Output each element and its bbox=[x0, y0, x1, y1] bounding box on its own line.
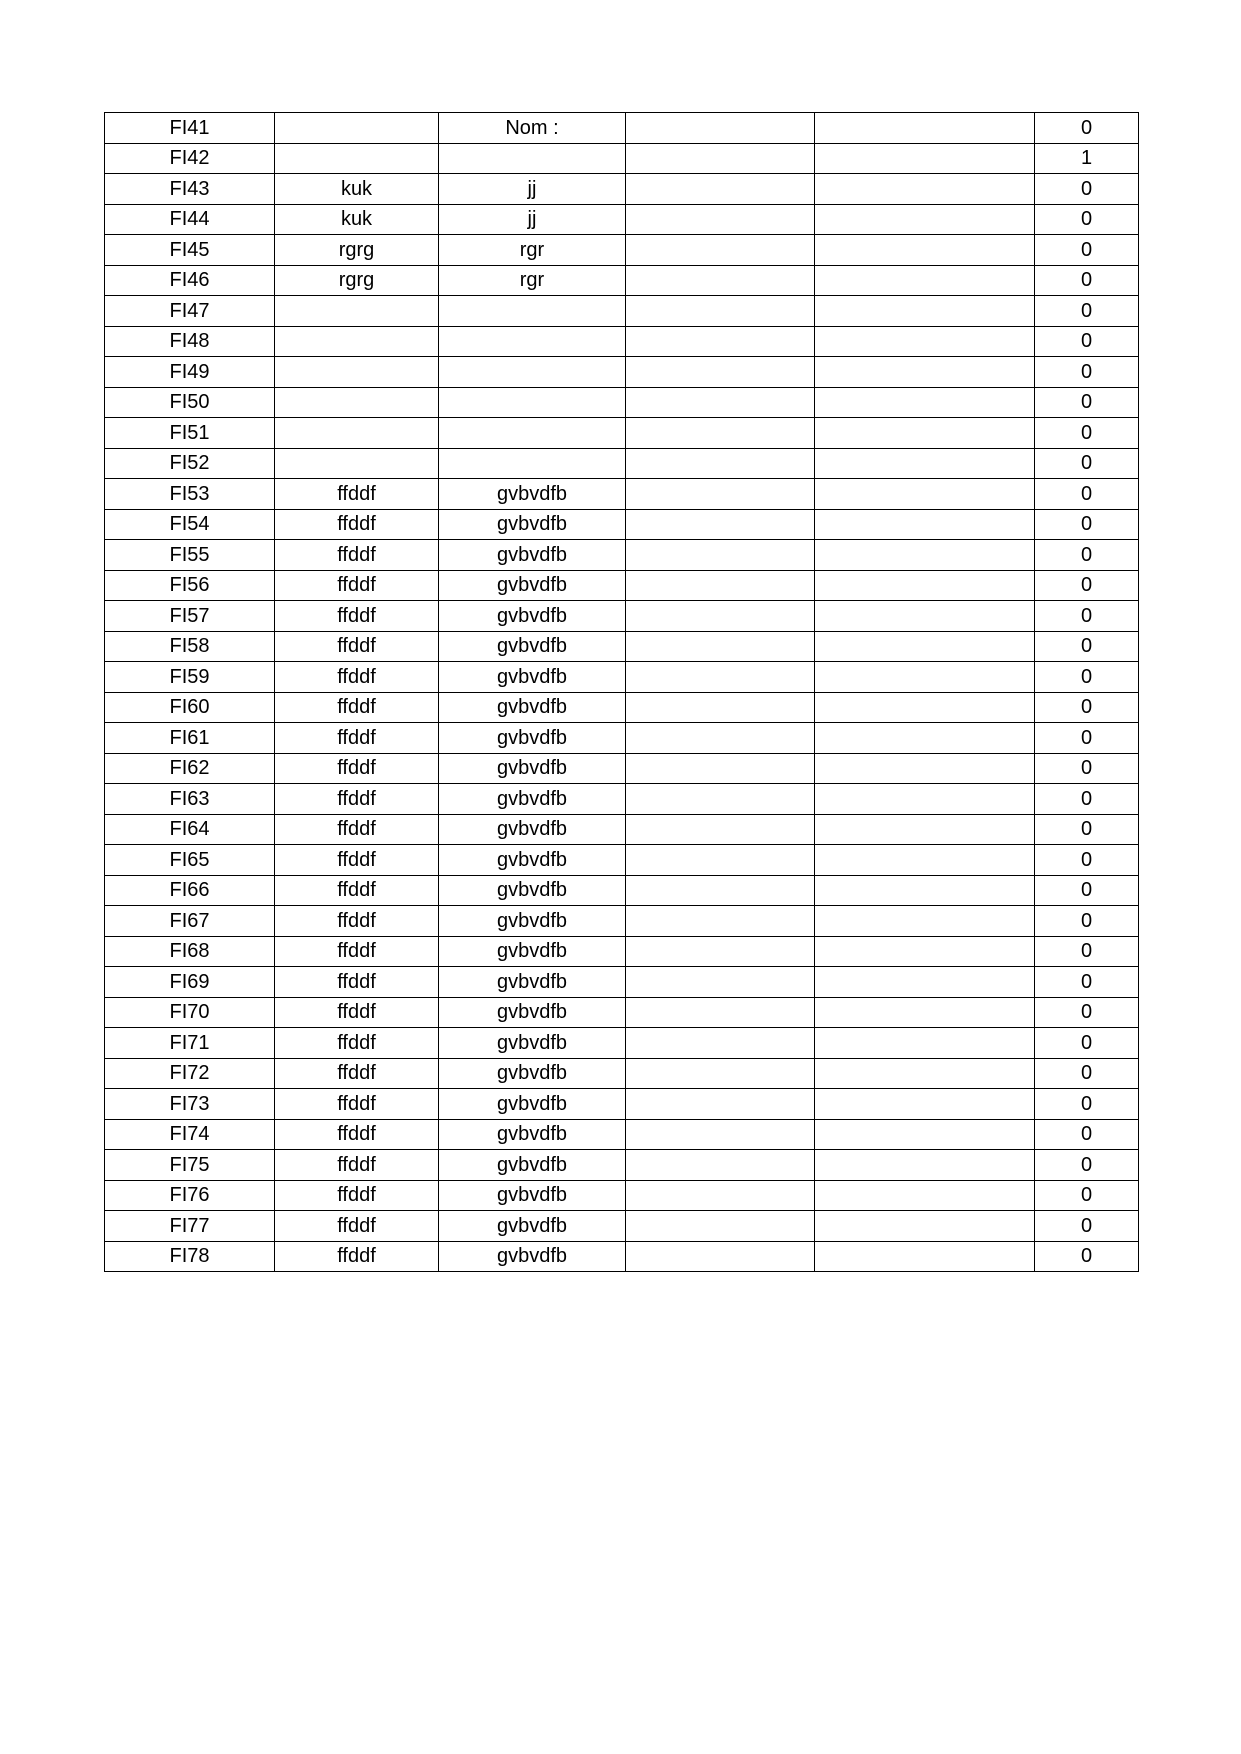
value-cell: 0 bbox=[1035, 418, 1139, 449]
col3-cell: gvbvdfb bbox=[439, 906, 626, 937]
col2-cell: ffddf bbox=[275, 662, 439, 693]
table-row bbox=[105, 662, 1139, 693]
col3-cell: gvbvdfb bbox=[439, 1211, 626, 1242]
table-row bbox=[105, 753, 1139, 784]
col4-cell bbox=[626, 1211, 815, 1242]
col3-cell: rgr bbox=[439, 235, 626, 266]
col5-cell bbox=[815, 814, 1035, 845]
col2-cell bbox=[275, 357, 439, 388]
table-row bbox=[105, 906, 1139, 937]
col4-cell bbox=[626, 1241, 815, 1272]
col2-cell: ffddf bbox=[275, 1028, 439, 1059]
col2-cell: ffddf bbox=[275, 1211, 439, 1242]
value-cell: 0 bbox=[1035, 1211, 1139, 1242]
col3-cell: gvbvdfb bbox=[439, 814, 626, 845]
col4-cell bbox=[626, 235, 815, 266]
col5-cell bbox=[815, 784, 1035, 815]
table-body bbox=[105, 113, 1139, 1272]
col5-cell bbox=[815, 967, 1035, 998]
col3-cell bbox=[439, 326, 626, 357]
col3-cell: gvbvdfb bbox=[439, 662, 626, 693]
col4-cell bbox=[626, 1119, 815, 1150]
value-cell: 0 bbox=[1035, 540, 1139, 571]
table-row bbox=[105, 570, 1139, 601]
col3-cell: Nom : bbox=[439, 113, 626, 144]
value-cell: 0 bbox=[1035, 1089, 1139, 1120]
col3-cell: gvbvdfb bbox=[439, 1150, 626, 1181]
col5-cell bbox=[815, 631, 1035, 662]
table-row bbox=[105, 296, 1139, 327]
col4-cell bbox=[626, 570, 815, 601]
col5-cell bbox=[815, 204, 1035, 235]
col4-cell bbox=[626, 753, 815, 784]
col2-cell: ffddf bbox=[275, 1119, 439, 1150]
table-row bbox=[105, 875, 1139, 906]
col4-cell bbox=[626, 509, 815, 540]
value-cell: 0 bbox=[1035, 845, 1139, 876]
col3-cell bbox=[439, 143, 626, 174]
col4-cell bbox=[626, 997, 815, 1028]
id-cell: FI52 bbox=[105, 448, 275, 479]
table-row bbox=[105, 936, 1139, 967]
col3-cell bbox=[439, 357, 626, 388]
col5-cell bbox=[815, 1089, 1035, 1120]
col5-cell bbox=[815, 906, 1035, 937]
col4-cell bbox=[626, 1180, 815, 1211]
col5-cell bbox=[815, 601, 1035, 632]
col5-cell bbox=[815, 174, 1035, 205]
col5-cell bbox=[815, 1211, 1035, 1242]
id-cell: FI44 bbox=[105, 204, 275, 235]
value-cell: 0 bbox=[1035, 1180, 1139, 1211]
id-cell: FI60 bbox=[105, 692, 275, 723]
id-cell: FI71 bbox=[105, 1028, 275, 1059]
col5-cell bbox=[815, 1150, 1035, 1181]
value-cell: 0 bbox=[1035, 448, 1139, 479]
value-cell: 0 bbox=[1035, 113, 1139, 144]
col3-cell bbox=[439, 448, 626, 479]
id-cell: FI47 bbox=[105, 296, 275, 327]
col4-cell bbox=[626, 1058, 815, 1089]
col4-cell bbox=[626, 845, 815, 876]
table-row bbox=[105, 204, 1139, 235]
col4-cell bbox=[626, 1028, 815, 1059]
col3-cell: gvbvdfb bbox=[439, 601, 626, 632]
col2-cell: rgrg bbox=[275, 265, 439, 296]
col4-cell bbox=[626, 387, 815, 418]
id-cell: FI76 bbox=[105, 1180, 275, 1211]
col2-cell: ffddf bbox=[275, 631, 439, 662]
table-row bbox=[105, 784, 1139, 815]
id-cell: FI50 bbox=[105, 387, 275, 418]
col4-cell bbox=[626, 906, 815, 937]
col2-cell: ffddf bbox=[275, 814, 439, 845]
col4-cell bbox=[626, 418, 815, 449]
col4-cell bbox=[626, 113, 815, 144]
id-cell: FI53 bbox=[105, 479, 275, 510]
table-row bbox=[105, 967, 1139, 998]
col2-cell: ffddf bbox=[275, 753, 439, 784]
col5-cell bbox=[815, 875, 1035, 906]
col3-cell: jj bbox=[439, 204, 626, 235]
col2-cell: ffddf bbox=[275, 784, 439, 815]
col3-cell bbox=[439, 296, 626, 327]
col3-cell: gvbvdfb bbox=[439, 1180, 626, 1211]
value-cell: 0 bbox=[1035, 1150, 1139, 1181]
value-cell: 0 bbox=[1035, 906, 1139, 937]
value-cell: 0 bbox=[1035, 967, 1139, 998]
col3-cell: gvbvdfb bbox=[439, 936, 626, 967]
table-row bbox=[105, 1211, 1139, 1242]
col4-cell bbox=[626, 875, 815, 906]
col3-cell: gvbvdfb bbox=[439, 1119, 626, 1150]
id-cell: FI77 bbox=[105, 1211, 275, 1242]
col2-cell bbox=[275, 143, 439, 174]
col3-cell: gvbvdfb bbox=[439, 753, 626, 784]
col5-cell bbox=[815, 692, 1035, 723]
col5-cell bbox=[815, 448, 1035, 479]
col2-cell: ffddf bbox=[275, 1241, 439, 1272]
col2-cell: ffddf bbox=[275, 540, 439, 571]
col2-cell: ffddf bbox=[275, 967, 439, 998]
table-row bbox=[105, 387, 1139, 418]
table-row bbox=[105, 479, 1139, 510]
table-row bbox=[105, 997, 1139, 1028]
table-row bbox=[105, 1089, 1139, 1120]
col5-cell bbox=[815, 326, 1035, 357]
col3-cell bbox=[439, 387, 626, 418]
table-row bbox=[105, 1119, 1139, 1150]
col4-cell bbox=[626, 296, 815, 327]
value-cell: 0 bbox=[1035, 662, 1139, 693]
col2-cell: ffddf bbox=[275, 479, 439, 510]
value-cell: 0 bbox=[1035, 814, 1139, 845]
col4-cell bbox=[626, 723, 815, 754]
col4-cell bbox=[626, 601, 815, 632]
value-cell: 0 bbox=[1035, 631, 1139, 662]
id-cell: FI62 bbox=[105, 753, 275, 784]
col5-cell bbox=[815, 1119, 1035, 1150]
table-row bbox=[105, 814, 1139, 845]
col4-cell bbox=[626, 814, 815, 845]
table-row bbox=[105, 448, 1139, 479]
col2-cell bbox=[275, 418, 439, 449]
col5-cell bbox=[815, 723, 1035, 754]
col2-cell: ffddf bbox=[275, 601, 439, 632]
col3-cell: gvbvdfb bbox=[439, 723, 626, 754]
table-row bbox=[105, 1028, 1139, 1059]
table-row bbox=[105, 509, 1139, 540]
table-row bbox=[105, 235, 1139, 266]
col5-cell bbox=[815, 845, 1035, 876]
col4-cell bbox=[626, 540, 815, 571]
col3-cell: gvbvdfb bbox=[439, 1028, 626, 1059]
col2-cell bbox=[275, 113, 439, 144]
col3-cell: rgr bbox=[439, 265, 626, 296]
value-cell: 0 bbox=[1035, 936, 1139, 967]
col4-cell bbox=[626, 174, 815, 205]
col4-cell bbox=[626, 692, 815, 723]
col2-cell: ffddf bbox=[275, 875, 439, 906]
id-cell: FI61 bbox=[105, 723, 275, 754]
value-cell: 0 bbox=[1035, 1058, 1139, 1089]
table-row bbox=[105, 540, 1139, 571]
value-cell: 0 bbox=[1035, 601, 1139, 632]
col3-cell: gvbvdfb bbox=[439, 784, 626, 815]
col3-cell: gvbvdfb bbox=[439, 570, 626, 601]
value-cell: 0 bbox=[1035, 784, 1139, 815]
id-cell: FI65 bbox=[105, 845, 275, 876]
id-cell: FI68 bbox=[105, 936, 275, 967]
table-row bbox=[105, 631, 1139, 662]
value-cell: 0 bbox=[1035, 174, 1139, 205]
id-cell: FI56 bbox=[105, 570, 275, 601]
value-cell: 0 bbox=[1035, 1028, 1139, 1059]
id-cell: FI63 bbox=[105, 784, 275, 815]
col5-cell bbox=[815, 753, 1035, 784]
col2-cell: kuk bbox=[275, 174, 439, 205]
id-cell: FI46 bbox=[105, 265, 275, 296]
id-cell: FI69 bbox=[105, 967, 275, 998]
value-cell: 0 bbox=[1035, 387, 1139, 418]
id-cell: FI45 bbox=[105, 235, 275, 266]
value-cell: 0 bbox=[1035, 204, 1139, 235]
col2-cell: ffddf bbox=[275, 1089, 439, 1120]
col4-cell bbox=[626, 479, 815, 510]
value-cell: 0 bbox=[1035, 753, 1139, 784]
id-cell: FI72 bbox=[105, 1058, 275, 1089]
table-row bbox=[105, 174, 1139, 205]
id-cell: FI70 bbox=[105, 997, 275, 1028]
col4-cell bbox=[626, 143, 815, 174]
id-cell: FI55 bbox=[105, 540, 275, 571]
value-cell: 0 bbox=[1035, 357, 1139, 388]
value-cell: 1 bbox=[1035, 143, 1139, 174]
col3-cell: gvbvdfb bbox=[439, 875, 626, 906]
id-cell: FI66 bbox=[105, 875, 275, 906]
col4-cell bbox=[626, 1089, 815, 1120]
col5-cell bbox=[815, 662, 1035, 693]
col3-cell: gvbvdfb bbox=[439, 1241, 626, 1272]
col5-cell bbox=[815, 509, 1035, 540]
col4-cell bbox=[626, 936, 815, 967]
col4-cell bbox=[626, 448, 815, 479]
value-cell: 0 bbox=[1035, 265, 1139, 296]
table-row bbox=[105, 1058, 1139, 1089]
table-row bbox=[105, 601, 1139, 632]
table-row bbox=[105, 143, 1139, 174]
id-cell: FI58 bbox=[105, 631, 275, 662]
id-cell: FI48 bbox=[105, 326, 275, 357]
col5-cell bbox=[815, 479, 1035, 510]
table-row bbox=[105, 1150, 1139, 1181]
col3-cell: jj bbox=[439, 174, 626, 205]
col5-cell bbox=[815, 540, 1035, 571]
col2-cell bbox=[275, 326, 439, 357]
id-cell: FI57 bbox=[105, 601, 275, 632]
col3-cell: gvbvdfb bbox=[439, 631, 626, 662]
col2-cell bbox=[275, 387, 439, 418]
id-cell: FI74 bbox=[105, 1119, 275, 1150]
col2-cell bbox=[275, 448, 439, 479]
col5-cell bbox=[815, 113, 1035, 144]
col3-cell: gvbvdfb bbox=[439, 509, 626, 540]
value-cell: 0 bbox=[1035, 326, 1139, 357]
col5-cell bbox=[815, 357, 1035, 388]
value-cell: 0 bbox=[1035, 1119, 1139, 1150]
table-row bbox=[105, 845, 1139, 876]
col3-cell: gvbvdfb bbox=[439, 1089, 626, 1120]
col3-cell: gvbvdfb bbox=[439, 1058, 626, 1089]
col2-cell: ffddf bbox=[275, 692, 439, 723]
id-cell: FI51 bbox=[105, 418, 275, 449]
col5-cell bbox=[815, 143, 1035, 174]
id-cell: FI67 bbox=[105, 906, 275, 937]
table-row bbox=[105, 418, 1139, 449]
col2-cell: ffddf bbox=[275, 936, 439, 967]
table-row bbox=[105, 723, 1139, 754]
col4-cell bbox=[626, 1150, 815, 1181]
table-row bbox=[105, 692, 1139, 723]
col2-cell: ffddf bbox=[275, 1150, 439, 1181]
col5-cell bbox=[815, 1028, 1035, 1059]
value-cell: 0 bbox=[1035, 296, 1139, 327]
col2-cell bbox=[275, 296, 439, 327]
col3-cell: gvbvdfb bbox=[439, 540, 626, 571]
id-cell: FI73 bbox=[105, 1089, 275, 1120]
col2-cell: ffddf bbox=[275, 997, 439, 1028]
table-row bbox=[105, 265, 1139, 296]
col2-cell: ffddf bbox=[275, 723, 439, 754]
col3-cell: gvbvdfb bbox=[439, 479, 626, 510]
value-cell: 0 bbox=[1035, 509, 1139, 540]
col3-cell: gvbvdfb bbox=[439, 997, 626, 1028]
col4-cell bbox=[626, 662, 815, 693]
table-row bbox=[105, 326, 1139, 357]
id-cell: FI75 bbox=[105, 1150, 275, 1181]
col3-cell: gvbvdfb bbox=[439, 845, 626, 876]
col3-cell: gvbvdfb bbox=[439, 692, 626, 723]
col3-cell: gvbvdfb bbox=[439, 967, 626, 998]
col2-cell: ffddf bbox=[275, 845, 439, 876]
col2-cell: kuk bbox=[275, 204, 439, 235]
id-cell: FI54 bbox=[105, 509, 275, 540]
id-cell: FI78 bbox=[105, 1241, 275, 1272]
col2-cell: ffddf bbox=[275, 906, 439, 937]
value-cell: 0 bbox=[1035, 997, 1139, 1028]
col4-cell bbox=[626, 784, 815, 815]
col5-cell bbox=[815, 997, 1035, 1028]
value-cell: 0 bbox=[1035, 1241, 1139, 1272]
value-cell: 0 bbox=[1035, 570, 1139, 601]
col4-cell bbox=[626, 967, 815, 998]
value-cell: 0 bbox=[1035, 692, 1139, 723]
col3-cell bbox=[439, 418, 626, 449]
value-cell: 0 bbox=[1035, 479, 1139, 510]
col5-cell bbox=[815, 418, 1035, 449]
id-cell: FI59 bbox=[105, 662, 275, 693]
id-cell: FI42 bbox=[105, 143, 275, 174]
col4-cell bbox=[626, 357, 815, 388]
table-row bbox=[105, 1241, 1139, 1272]
table-row bbox=[105, 1180, 1139, 1211]
table-row bbox=[105, 357, 1139, 388]
col5-cell bbox=[815, 936, 1035, 967]
col2-cell: rgrg bbox=[275, 235, 439, 266]
id-cell: FI49 bbox=[105, 357, 275, 388]
col4-cell bbox=[626, 631, 815, 662]
col5-cell bbox=[815, 1180, 1035, 1211]
col2-cell: ffddf bbox=[275, 509, 439, 540]
col4-cell bbox=[626, 326, 815, 357]
col2-cell: ffddf bbox=[275, 570, 439, 601]
col4-cell bbox=[626, 204, 815, 235]
col5-cell bbox=[815, 570, 1035, 601]
value-cell: 0 bbox=[1035, 235, 1139, 266]
col5-cell bbox=[815, 1058, 1035, 1089]
id-cell: FI41 bbox=[105, 113, 275, 144]
data-table bbox=[104, 112, 1139, 1272]
col5-cell bbox=[815, 387, 1035, 418]
col2-cell: ffddf bbox=[275, 1058, 439, 1089]
col5-cell bbox=[815, 265, 1035, 296]
col5-cell bbox=[815, 1241, 1035, 1272]
col5-cell bbox=[815, 235, 1035, 266]
col5-cell bbox=[815, 296, 1035, 327]
table-row bbox=[105, 113, 1139, 144]
id-cell: FI43 bbox=[105, 174, 275, 205]
value-cell: 0 bbox=[1035, 723, 1139, 754]
value-cell: 0 bbox=[1035, 875, 1139, 906]
id-cell: FI64 bbox=[105, 814, 275, 845]
col2-cell: ffddf bbox=[275, 1180, 439, 1211]
col4-cell bbox=[626, 265, 815, 296]
